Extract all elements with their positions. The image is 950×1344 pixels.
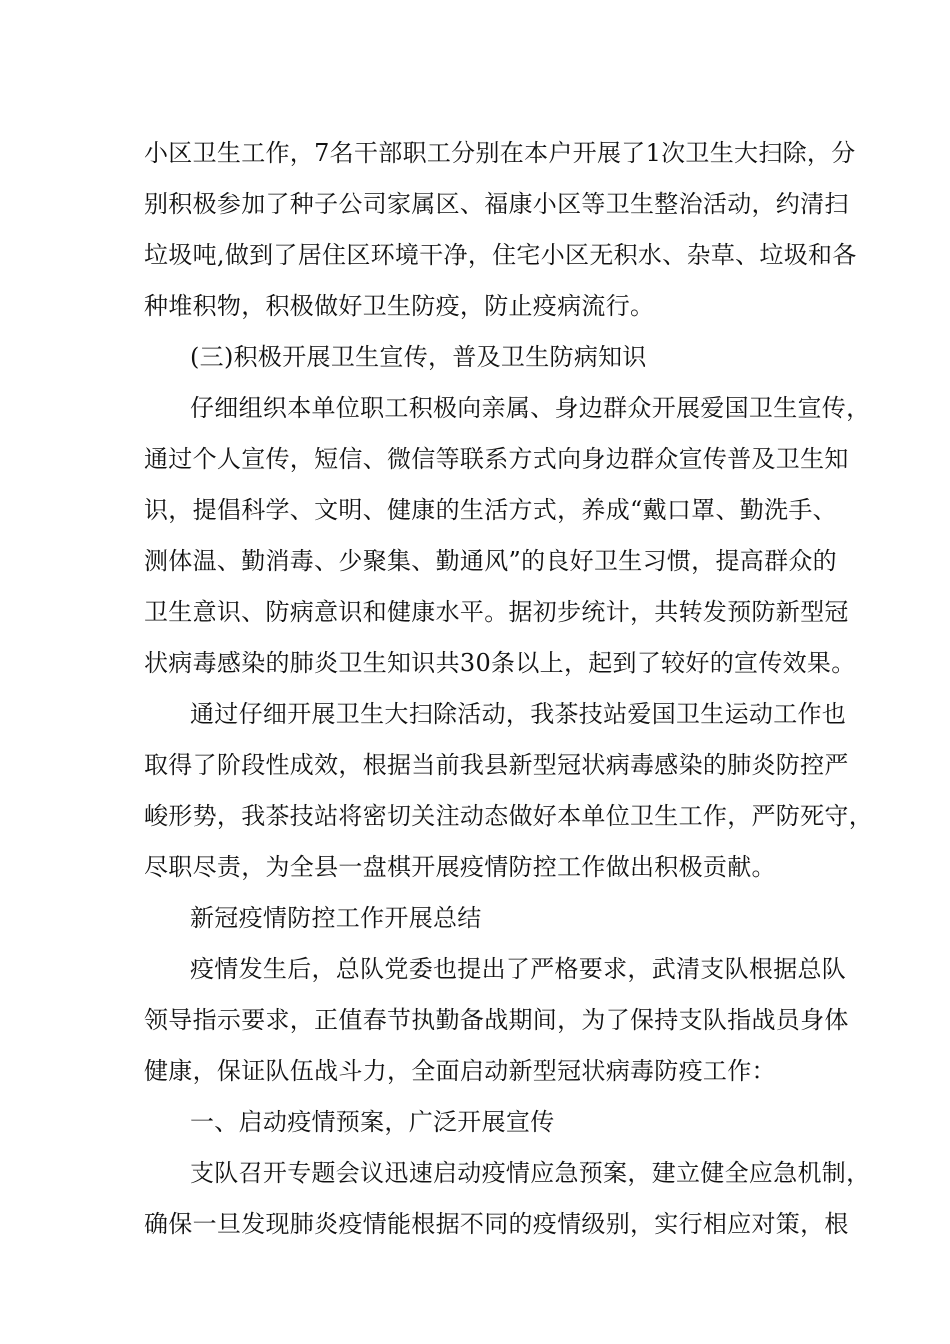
text-line: 支队召开专题会议迅速启动疫情应急预案，建立健全应急机制，: [190, 1159, 871, 1187]
text-line: 小区卫生工作，7名干部职工分别在本户开展了1次卫生大扫除，分: [144, 139, 856, 167]
section-heading: 一、启动疫情预案，广泛开展宣传: [190, 1108, 555, 1136]
text-line: 领导指示要求，正值春节执勤备战期间，为了保持支队指战员身体: [144, 1006, 849, 1034]
document-title: 新冠疫情防控工作开展总结: [190, 904, 482, 932]
text-line: 测体温、勤消毒、少聚集、勤通风”的良好卫生习惯，提高群众的: [144, 547, 837, 575]
text-line: 识，提倡科学、文明、健康的生活方式，养成“戴口罩、勤洗手、: [144, 496, 837, 524]
text-line: 别积极参加了种子公司家属区、福康小区等卫生整治活动，约清扫: [144, 190, 849, 218]
text-line: 尽职尽责，为全县一盘棋开展疫情防控工作做出积极贡献。: [144, 853, 776, 881]
text-line: 峻形势，我茶技站将密切关注动态做好本单位卫生工作，严防死守，: [144, 802, 873, 830]
text-line: 取得了阶段性成效，根据当前我县新型冠状病毒感染的肺炎防控严: [144, 751, 849, 779]
text-line: 通过个人宣传，短信、微信等联系方式向身边群众宣传普及卫生知: [144, 445, 849, 473]
text-line: 确保一旦发现肺炎疫情能根据不同的疫情级别，实行相应对策，根: [144, 1210, 849, 1238]
text-line: 通过仔细开展卫生大扫除活动，我茶技站爱国卫生运动工作也: [190, 700, 847, 728]
text-line: 种堆积物，积极做好卫生防疫，防止疫病流行。: [144, 292, 655, 320]
text-line: 状病毒感染的肺炎卫生知识共30条以上，起到了较好的宣传效果。: [144, 649, 856, 677]
text-line: 疫情发生后，总队党委也提出了严格要求，武清支队根据总队: [190, 955, 847, 983]
text-line: 健康，保证队伍战斗力，全面启动新型冠状病毒防疫工作：: [144, 1057, 776, 1085]
document-body: [144, 128, 873, 1250]
text-line: 垃圾吨,做到了居住区环境干净，住宅小区无积水、杂草、垃圾和各: [144, 241, 857, 269]
text-line: 仔细组织本单位职工积极向亲属、身边群众开展爱国卫生宣传，: [190, 394, 871, 422]
text-line: 卫生意识、防病意识和健康水平。据初步统计，共转发预防新型冠: [144, 598, 849, 626]
section-heading: (三)积极开展卫生宣传，普及卫生防病知识: [190, 343, 647, 371]
